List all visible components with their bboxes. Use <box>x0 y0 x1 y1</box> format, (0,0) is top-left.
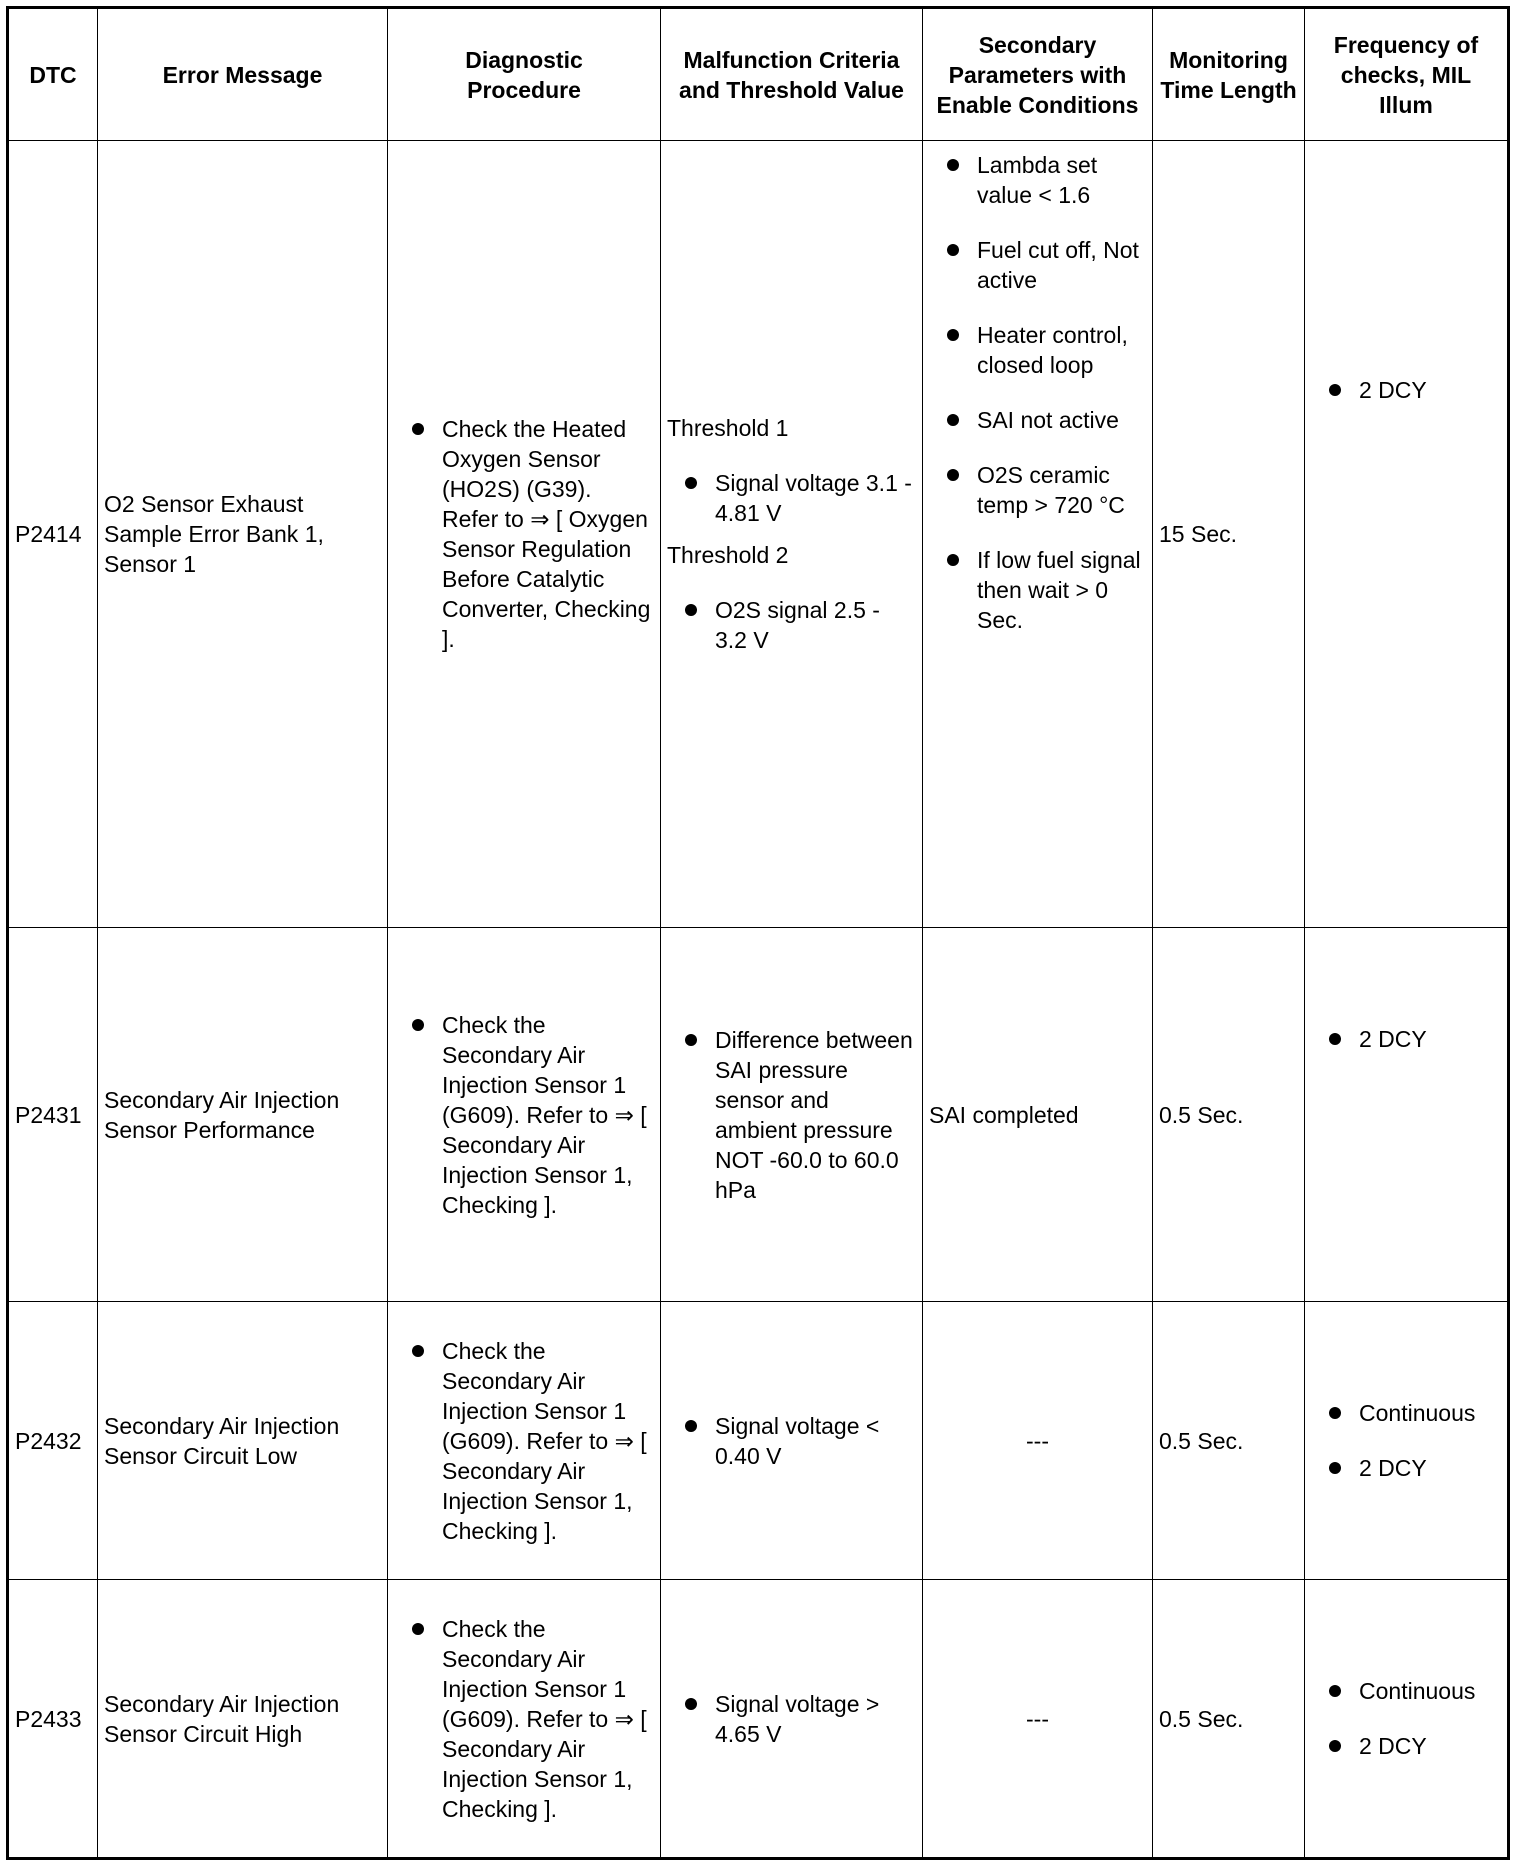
table-row <box>8 141 1509 928</box>
malfunction-criteria <box>661 1580 923 1859</box>
procedure-item: Check the Secondary Air Injection Sensor 1 (G609). Refer to ⇒ [ Secondary Air Injection Sensor 1, Checking ]. <box>394 1010 654 1220</box>
malfunction-item: Signal voltage < 0.40 V <box>667 1411 916 1471</box>
dtc-code: P2414 <box>8 141 98 928</box>
frequency-item: 2 DCY <box>1311 375 1501 405</box>
dtc-code: P2432 <box>8 1302 98 1580</box>
table-row <box>8 928 1509 1302</box>
monitoring-time: 0.5 Sec. <box>1153 1302 1305 1580</box>
header-secondary-parameters: Secondary Parameters with Enable Conditions <box>923 8 1153 141</box>
frequency-item: Continuous <box>1311 1676 1501 1706</box>
error-message: Secondary Air Injection Sensor Circuit Low <box>98 1302 388 1580</box>
diagnostic-procedure <box>388 1302 661 1580</box>
frequency <box>1305 928 1509 1302</box>
malfunction-item: Signal voltage > 4.65 V <box>667 1689 916 1749</box>
frequency-item: 2 DCY <box>1311 1024 1501 1054</box>
error-message: O2 Sensor Exhaust Sample Error Bank 1, Sensor 1 <box>98 141 388 928</box>
threshold-value: O2S signal 2.5 - 3.2 V <box>667 595 916 655</box>
malfunction-criteria <box>661 928 923 1302</box>
monitoring-time: 0.5 Sec. <box>1153 928 1305 1302</box>
monitoring-time: 15 Sec. <box>1153 141 1305 928</box>
secondary-parameters: SAI completed <box>923 928 1153 1302</box>
dtc-code: P2433 <box>8 1580 98 1859</box>
procedure-item: Check the Secondary Air Injection Sensor 1 (G609). Refer to ⇒ [ Secondary Air Injection Sensor 1, Checking ]. <box>394 1614 654 1824</box>
header-diagnostic-procedure: Diagnostic Procedure <box>388 8 661 141</box>
secondary-item: SAI not active <box>929 405 1146 435</box>
frequency <box>1305 1302 1509 1580</box>
procedure-item: Check the Secondary Air Injection Sensor 1 (G609). Refer to ⇒ [ Secondary Air Injection Sensor 1, Checking ]. <box>394 1336 654 1546</box>
table-row <box>8 1302 1509 1580</box>
malfunction-item: Difference between SAI pressure sensor and ambient pressure NOT -60.0 to 60.0 hPa <box>667 1025 916 1205</box>
monitoring-time: 0.5 Sec. <box>1153 1580 1305 1859</box>
secondary-parameters: --- <box>923 1302 1153 1580</box>
header-error-message: Error Message <box>98 8 388 141</box>
diagnostic-procedure <box>388 141 661 928</box>
error-message: Secondary Air Injection Sensor Circuit High <box>98 1580 388 1859</box>
threshold-label: Threshold 2 <box>667 542 789 568</box>
secondary-item: Fuel cut off, Not active <box>929 235 1146 295</box>
table-row <box>8 1580 1509 1859</box>
secondary-parameters: --- <box>923 1580 1153 1859</box>
malfunction-criteria <box>661 1302 923 1580</box>
dtc-table <box>6 6 1510 1860</box>
malfunction-criteria <box>661 141 923 928</box>
header-dtc: DTC <box>8 8 98 141</box>
header-frequency: Frequency of checks, MIL Illum <box>1305 8 1509 141</box>
header-malfunction-criteria: Malfunction Criteria and Threshold Value <box>661 8 923 141</box>
procedure-item: Check the Heated Oxygen Sensor (HO2S) (G39). Refer to ⇒ [ Oxygen Sensor Regulation Before Catalytic Converter, Checking ]. <box>394 414 654 654</box>
secondary-item: If low fuel signal then wait > 0 Sec. <box>929 545 1146 635</box>
error-message: Secondary Air Injection Sensor Performance <box>98 928 388 1302</box>
threshold-value: Signal voltage 3.1 - 4.81 V <box>667 468 916 528</box>
frequency-item: 2 DCY <box>1311 1453 1501 1483</box>
header-row <box>8 8 1509 141</box>
secondary-parameters <box>923 141 1153 928</box>
header-monitoring-time: Monitoring Time Length <box>1153 8 1305 141</box>
frequency-item: 2 DCY <box>1311 1731 1501 1761</box>
diagnostic-procedure <box>388 928 661 1302</box>
secondary-item: Heater control, closed loop <box>929 320 1146 380</box>
frequency <box>1305 1580 1509 1859</box>
secondary-item: Lambda set value < 1.6 <box>929 150 1146 210</box>
diagnostic-procedure <box>388 1580 661 1859</box>
frequency-item: Continuous <box>1311 1398 1501 1428</box>
frequency <box>1305 141 1509 928</box>
dtc-code: P2431 <box>8 928 98 1302</box>
secondary-item: O2S ceramic temp > 720 °C <box>929 460 1146 520</box>
threshold-label: Threshold 1 <box>667 415 789 441</box>
